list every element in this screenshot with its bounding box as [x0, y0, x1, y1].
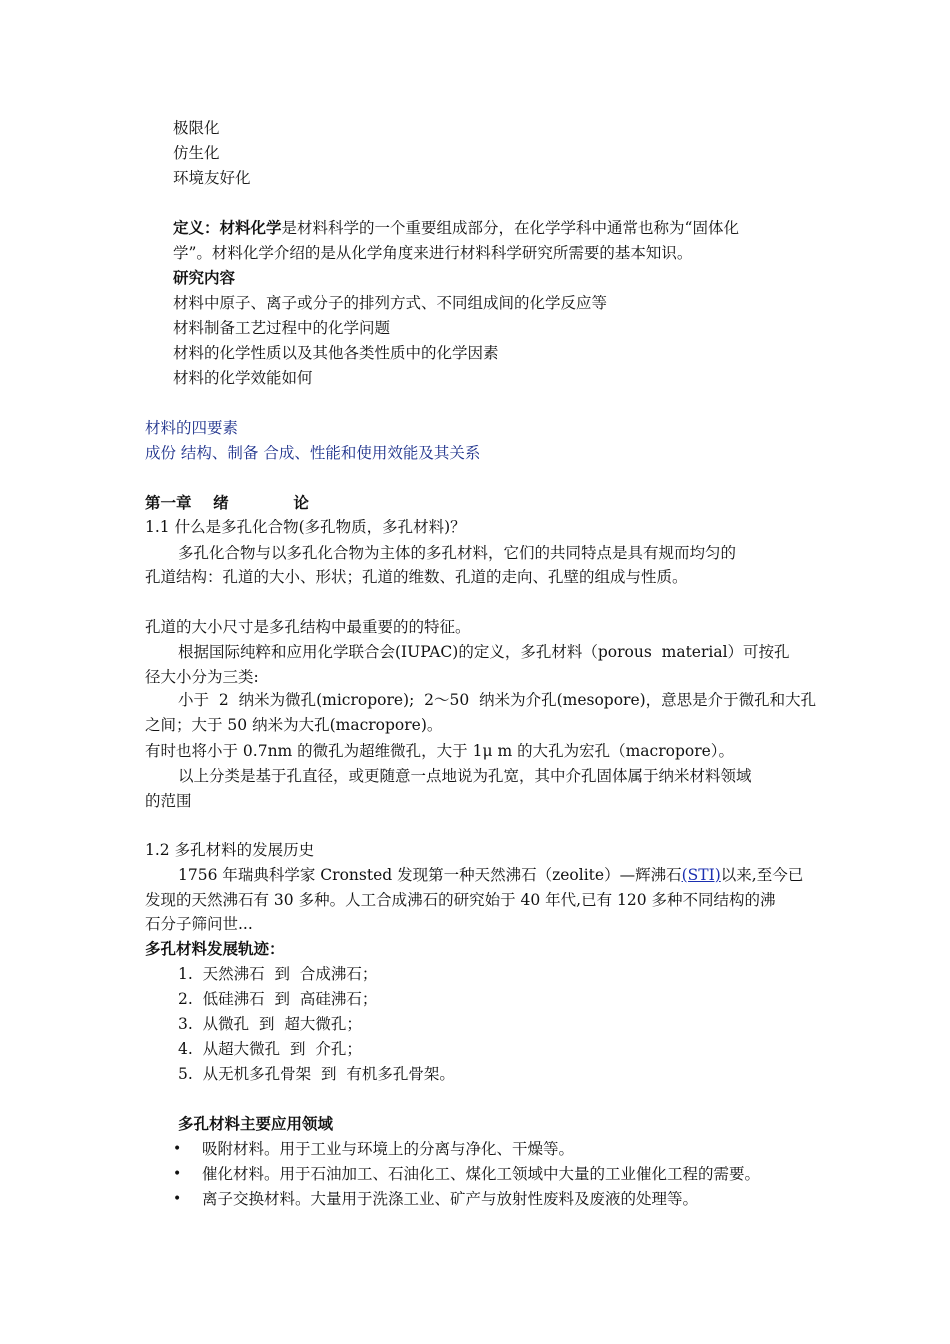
trend-item: 环境友好化 — [173, 169, 251, 187]
paragraph-line: 石分子筛问世... — [145, 915, 253, 933]
paragraph-line: 孔道结构：孔道的大小、形状；孔道的维数、孔道的走向、孔壁的组成与性质。 — [145, 568, 688, 586]
sti-link[interactable]: (STI) — [681, 866, 721, 884]
bullet-icon: • — [173, 1191, 182, 1207]
paragraph-line: 孔道的大小尺寸是多孔结构中最重要的的特征。 — [145, 618, 471, 636]
section-1-1-title: 1.1 什么是多孔化合物(多孔物质，多孔材料)？ — [145, 518, 466, 536]
paragraph-line: 有时也将小于 0.7nm 的微孔为超维微孔，大于 1μ m 的大孔为宏孔（macropore）。 — [145, 742, 735, 760]
trajectory-item: 3. 从微孔 到 超大微孔； — [178, 1015, 362, 1033]
research-item: 材料中原子、离子或分子的排列方式、不同组成间的化学反应等 — [173, 294, 608, 312]
definition-line-1 — [173, 218, 739, 238]
trajectory-item: 4. 从超大微孔 到 介孔； — [178, 1040, 362, 1058]
trajectory-item: 5. 从无机多孔骨架 到 有机多孔骨架。 — [178, 1065, 455, 1083]
research-heading: 研究内容 — [173, 268, 236, 287]
application-item: 吸附材料。用于工业与环境上的分离与净化、干燥等。 — [202, 1140, 575, 1158]
trend-item: 极限化 — [173, 119, 220, 137]
bullet-icon: • — [173, 1141, 182, 1157]
paragraph-text: 1756 年瑞典科学家 Cronsted 发现第一种天然沸石（zeolite）—辉沸石 — [178, 866, 682, 884]
paragraph-line: 径大小分为三类: — [145, 668, 259, 686]
section-1-2-title: 1.2 多孔材料的发展历史 — [145, 841, 315, 859]
paragraph-line: 多孔化合物与以多孔化合物为主体的多孔材料，它们的共同特点是具有规而均匀的 — [178, 544, 737, 562]
application-item: 离子交换材料。大量用于洗涤工业、矿产与放射性废料及废液的处理等。 — [202, 1190, 699, 1208]
trajectory-item: 2. 低硅沸石 到 高硅沸石； — [178, 990, 378, 1008]
research-item: 材料的化学效能如何 — [173, 369, 313, 387]
paragraph-line: 小于 2 纳米为微孔(micropore); 2～50 纳米为介孔(mesopore)，意思是介于微孔和大孔 — [178, 691, 817, 709]
definition-term: 材料化学 — [219, 218, 282, 237]
research-item: 材料的化学性质以及其他各类性质中的化学因素 — [173, 344, 499, 362]
paragraph-text: 以来,至今已 — [720, 866, 804, 884]
trajectory-heading: 多孔材料发展轨迹： — [145, 939, 285, 958]
definition-prefix: 定义： — [173, 218, 220, 237]
trend-item: 仿生化 — [173, 144, 220, 162]
paragraph-line: 根据国际纯粹和应用化学联合会(IUPAC)的定义，多孔材料（porous material）可按孔 — [178, 643, 790, 661]
four-elements-line: 成份 结构、制备 合成、性能和使用效能及其关系 — [145, 444, 481, 462]
definition-line-2: 学”。材料化学介绍的是从化学角度来进行材料科学研究所需要的基本知识。 — [173, 244, 693, 262]
bullet-icon: • — [173, 1166, 182, 1182]
application-item: 催化材料。用于石油加工、石油化工、煤化工领域中大量的工业催化工程的需要。 — [202, 1165, 761, 1183]
definition-text: 是材料科学的一个重要组成部分，在化学学科中通常也称为“固体化 — [281, 219, 739, 237]
paragraph-line: 之间；大于 50 纳米为大孔(macropore)。 — [145, 716, 443, 734]
paragraph-line: 以上分类是基于孔直径，或更随意一点地说为孔宽，其中介孔固体属于纳米材料领域 — [178, 767, 752, 785]
chapter-title: 第一章 绪 论 — [145, 493, 309, 512]
applications-heading: 多孔材料主要应用领域 — [178, 1114, 334, 1133]
paragraph-line: 发现的天然沸石有 30 多种。人工合成沸石的研究始于 40 年代,已有 120 多种不同结构的沸 — [145, 891, 776, 909]
four-elements-title: 材料的四要素 — [145, 419, 239, 437]
research-item: 材料制备工艺过程中的化学问题 — [173, 319, 391, 337]
trajectory-item: 1. 天然沸石 到 合成沸石； — [178, 965, 378, 983]
paragraph-line: 的范围 — [145, 792, 192, 810]
paragraph-line — [178, 865, 803, 885]
